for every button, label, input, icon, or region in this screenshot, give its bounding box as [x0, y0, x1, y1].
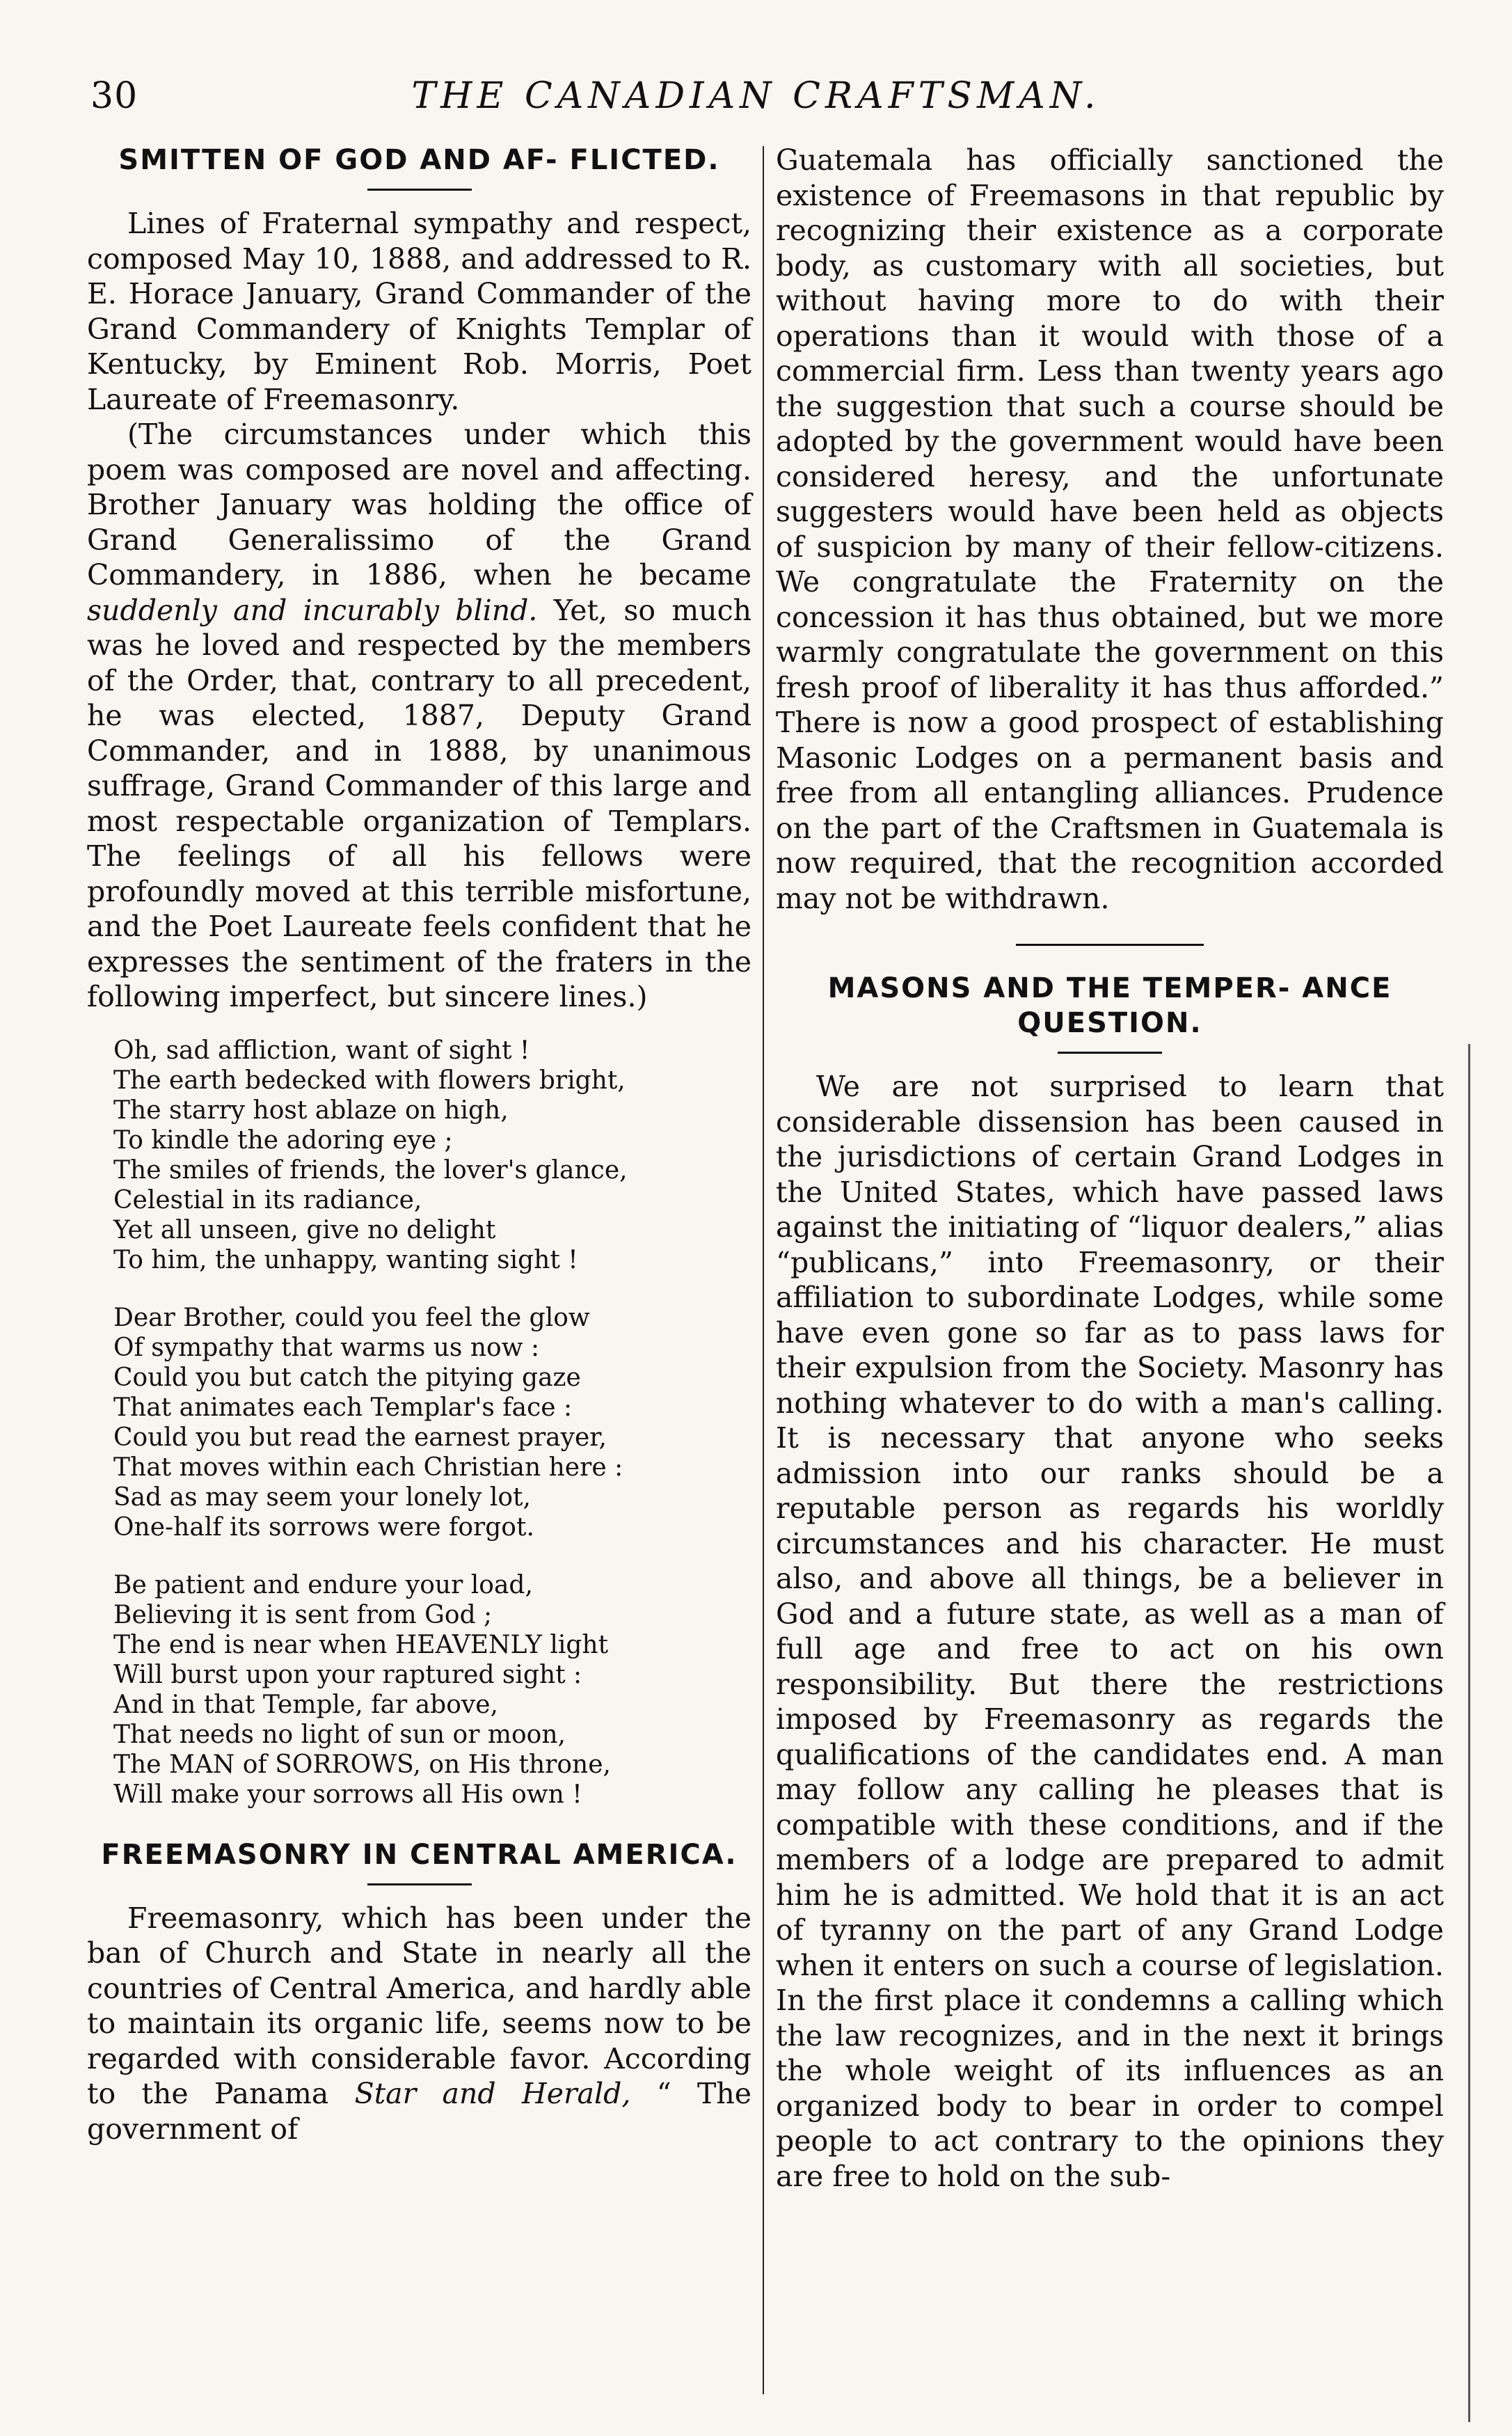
- poem-line: The end is near when HEAVENLY light: [113, 1630, 609, 1659]
- poem-line: Could you but catch the pitying gaze: [113, 1363, 581, 1392]
- poem-line: The MAN of SORROWS, on His throne,: [113, 1750, 611, 1779]
- article-body-continued: Guatemala has officially sanctioned the existence of Freemasons in that republic by recognizing their existence as a corporate body, as customary with all societies, but without having more to do with their operations than it would with those of a commercial firm. Less than twenty years ago the suggestion that such a course should be adopted by the government would have been considered heresy, and the unfortunate suggesters would have been held as objects of suspicion by many of their fellow-citizens. We congratulate the Fraternity on the concession it has thus obtained, but we more warmly congratulate the government on this fresh proof of liberality it has thus afforded.” There is now a good prospect of establishing Masonic Lodges on a permanent basis and free from all entangling alliances. Prudence on the part of the Craftsmen in Guatemala is now required, that the recognition accorded may not be withdrawn.: [776, 143, 1444, 915]
- poem-line: Dear Brother, could you feel the glow: [113, 1303, 590, 1332]
- poem-line: Be patient and endure your load,: [113, 1570, 533, 1599]
- article-note: (The circumstances under which this poem was composed are novel and affecting. Brother January was holding the office of Grand Generalissimo of the Grand Commandery, in 1886, when he became suddenly and incurably blind. Yet, so much was he loved and respected by the members of the Order, that, contrary to all precedent, he was elected, 1887, Deputy Grand Commander, and in 1888, by unanimous suffrage, Grand Commander of this large and most respectable organization of Templars. The feelings of all his fellows were profoundly moved at this terrible misfortune, and the Poet Laureate feels confident that he expresses the sentiment of the fraters in the following imperfect, but sincere lines.): [87, 418, 752, 1013]
- section-rule: [1016, 944, 1204, 946]
- journal-title: THE CANADIAN CRAFTSMAN.: [411, 75, 1101, 117]
- poem-line: Yet all unseen, give no delight: [113, 1215, 496, 1244]
- page-edge-line: [1468, 1044, 1470, 2422]
- title-rule: [367, 1883, 472, 1885]
- article-intro: Lines of Fraternal sympathy and respect, composed May 10, 1888, and addressed to R. E. Horace January, Grand Commander of the Grand Commandery of Knights Templar of Kentucky, by Eminent Rob. Morris, Poet Laureate of Freemasonry.: [87, 207, 751, 416]
- poem-line: To him, the unhappy, wanting sight !: [113, 1245, 578, 1274]
- poem-line: Believing it is sent from God ;: [113, 1600, 493, 1629]
- article-title-smitten: SMITTEN OF GOD AND AF- FLICTED.: [118, 144, 720, 176]
- poem-line: The earth bedecked with flowers bright,: [113, 1066, 626, 1095]
- poem-line: Will make your sorrows all His own !: [113, 1780, 582, 1809]
- poem-line: Sad as may seem your lonely lot,: [113, 1482, 531, 1512]
- poem-stanza-2: [113, 1303, 751, 1542]
- poem-line: That needs no light of sun or moon,: [113, 1720, 566, 1749]
- poem-line: Will burst upon your raptured sight :: [113, 1660, 582, 1689]
- poem-stanza-1: [113, 1036, 751, 1275]
- poem-line: That moves within each Christian here :: [113, 1453, 623, 1482]
- title-rule: [1058, 1052, 1162, 1054]
- article-title-central-america: FREEMASONRY IN CENTRAL AMERICA.: [101, 1838, 738, 1871]
- column-divider: [763, 146, 764, 2394]
- article-title-temperance: MASONS AND THE TEMPER- ANCE QUESTION.: [827, 972, 1392, 1039]
- left-column: [87, 143, 751, 2146]
- poem-line: Could you but read the earnest prayer,: [113, 1423, 607, 1452]
- poem-line: One-half its sorrows were forgot.: [113, 1512, 534, 1542]
- title-rule: [367, 189, 472, 191]
- poem-stanza-3: [113, 1570, 751, 1810]
- article-body: We are not surprised to learn that considerable dissension has been caused in the jurisdictions of certain Grand Lodges in the United States, which have passed laws against the initiating of “liquor dealers,” alias “publicans,” into Freemasonry, or their affiliation to subordinate Lodges, while some have even gone so far as to pass laws for their expulsion from the Society. Masonry has nothing whatever to do with a man's calling. It is necessary that anyone who seeks admission into our ranks should be a reputable person as regards his worldly circumstances and his character. He must also, and above all things, be a believer in God and a future state, as well as a man of full age and free to act on his own responsibility. But there the restrictions imposed by Freemasonry as regards the qualifications of the candidates end. A man may follow any calling he pleases that is compatible with these conditions, and if the members of a lodge are prepared to admit him he is admitted. We hold that it is an act of tyranny on the part of any Grand Lodge when it enters on such a course of legislation. In the first place it condemns a calling which the law recognizes, and in the next it brings the whole weight of its influences as an organized body to bear in order to compel people to act contrary to the opinions they are free to hold on the sub-: [776, 1070, 1444, 2193]
- poem-line: And in that Temple, far above,: [113, 1690, 498, 1719]
- poem-line: Of sympathy that warms us now :: [113, 1333, 540, 1362]
- poem-line: The smiles of friends, the lover's glance,: [113, 1155, 628, 1185]
- poem-line: Celestial in its radiance,: [113, 1185, 422, 1215]
- right-column: [776, 143, 1444, 2194]
- poem-line: Oh, sad affliction, want of sight !: [113, 1036, 530, 1065]
- article-body: Freemasonry, which has been under the ban of Church and State in nearly all the countries of Central America, and hardly able to maintain its organic life, seems now to be regarded with considerable favor. According to the Panama Star and Herald, “ The government of: [87, 1901, 751, 2146]
- poem-line: The starry host ablaze on high,: [113, 1096, 509, 1125]
- poem-line: To kindle the adoring eye ;: [113, 1125, 453, 1155]
- poem-line: That animates each Templar's face :: [113, 1393, 573, 1422]
- page-number: 30: [90, 75, 138, 117]
- poem: [113, 1036, 751, 1810]
